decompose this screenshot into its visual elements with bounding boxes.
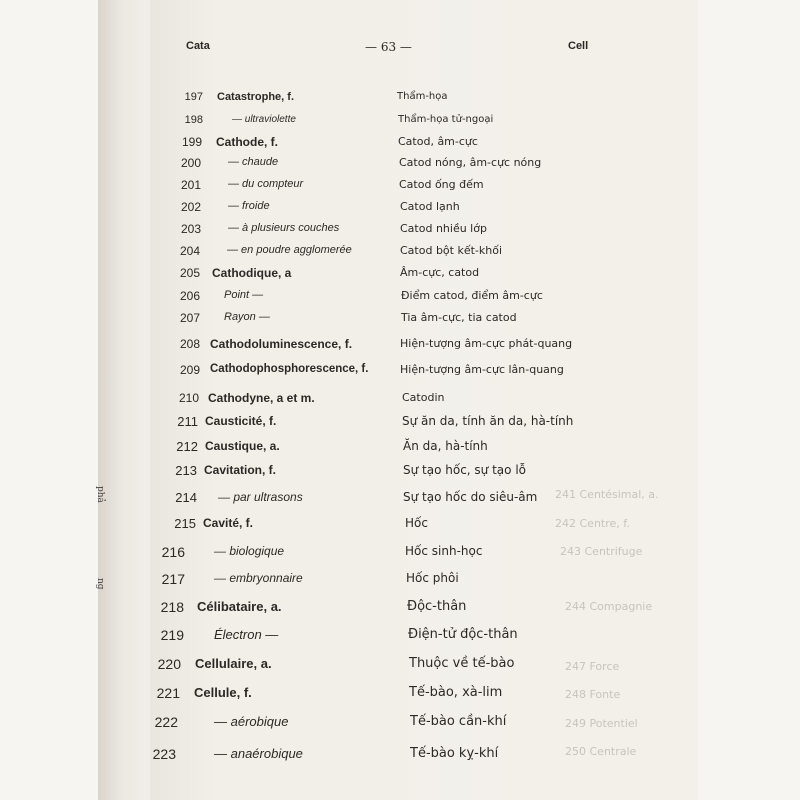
entry-number: 204: [179, 244, 200, 258]
entry-row: [0, 571, 800, 591]
entry-translation: Catod ống đếm: [399, 178, 484, 191]
margin-note-1: phả: [95, 486, 105, 503]
entry-term: — en poudre agglomerée: [227, 244, 352, 256]
entry-row: [0, 685, 800, 705]
entry-row: [0, 414, 800, 434]
entry-number: 217: [161, 571, 185, 587]
entry-number: 199: [181, 135, 202, 149]
entry-translation: Catod lạnh: [400, 200, 460, 213]
entry-number: 214: [175, 490, 197, 505]
entry-term: Cathodoluminescence, f.: [210, 337, 353, 351]
entry-translation: Điểm catod, điểm âm-cực: [401, 289, 543, 302]
entry-row: [0, 599, 800, 619]
entry-translation: Hiện-tượng âm-cực phát-quang: [400, 337, 573, 350]
entry-term: Cavitation, f.: [204, 463, 277, 477]
entry-translation: Ăn da, hà-tính: [403, 439, 488, 453]
entry-number: 208: [179, 337, 200, 351]
bleed-through-text: 248 Fonte: [565, 688, 621, 701]
running-head-left: Cata: [186, 40, 210, 52]
entry-number: 211: [177, 414, 198, 429]
entry-term: — à plusieurs couches: [228, 222, 340, 234]
entry-row: [0, 544, 800, 564]
entry-translation: Thẩm-họa tử-ngoại: [398, 114, 494, 125]
entry-row: [0, 244, 800, 264]
margin-note-2: ng: [95, 578, 105, 590]
entry-row: [0, 114, 800, 134]
entry-translation: Tế-bào kỵ-khí: [410, 746, 499, 761]
bleed-through-text: 249 Potentiel: [565, 717, 638, 730]
bleed-through-text: 243 Centrifuge: [560, 545, 643, 558]
entry-translation: Catod nhiều lớp: [400, 222, 487, 235]
entry-number: 223: [152, 746, 176, 762]
entry-translation: Catod nóng, âm-cực nóng: [399, 156, 542, 169]
entry-row: [0, 363, 800, 383]
entry-term: — biologique: [214, 544, 285, 558]
entry-term: — chaude: [228, 156, 279, 168]
entry-number: 210: [178, 391, 199, 405]
entry-translation: Sự ăn da, tính ăn da, hà-tính: [402, 414, 574, 428]
entry-number: 215: [174, 516, 196, 531]
entry-term: Causticité, f.: [205, 414, 277, 428]
entry-number: 200: [180, 156, 201, 170]
entry-number: 220: [157, 656, 181, 672]
entry-number: 198: [184, 114, 203, 126]
entry-row: [0, 91, 800, 111]
entry-number: 213: [175, 463, 197, 478]
entry-term: Catastrophe, f.: [217, 91, 295, 103]
entry-row: [0, 439, 800, 459]
entry-row: [0, 746, 800, 766]
page-number: — 63 —: [365, 40, 412, 54]
entry-translation: Catodin: [402, 391, 445, 404]
entry-row: [0, 156, 800, 176]
entry-term: — embryonnaire: [214, 571, 303, 585]
bleed-through-text: 244 Compagnie: [565, 600, 653, 613]
entry-translation: Điện-tử độc-thân: [408, 627, 518, 642]
entry-term: — du compteur: [228, 178, 304, 190]
bleed-through-text: 241 Centésimal, a.: [555, 488, 659, 501]
entry-number: 218: [160, 599, 184, 615]
entry-translation: Hiện-tượng âm-cực lân-quang: [400, 363, 564, 376]
entry-number: 222: [154, 714, 178, 730]
entry-number: 212: [176, 439, 198, 454]
entry-term: Cellule, f.: [194, 685, 252, 700]
entry-number: 207: [179, 311, 200, 325]
entry-term: Célibataire, a.: [197, 599, 282, 614]
entry-row: [0, 656, 800, 676]
entry-term: Cathodique, a: [212, 266, 292, 280]
entry-translation: Độc-thân: [407, 599, 467, 614]
entry-row: [0, 311, 800, 331]
bleed-through-text: 242 Centre, f.: [555, 517, 630, 530]
entry-number: 216: [161, 544, 185, 560]
entry-term: Cathode, f.: [216, 135, 278, 149]
entry-number: 206: [179, 289, 200, 303]
entry-translation: Catod, âm-cực: [398, 135, 478, 148]
entry-row: [0, 714, 800, 734]
entry-term: Cavité, f.: [203, 516, 254, 530]
entry-translation: Tế-bào cần-khí: [410, 714, 507, 729]
entry-row: [0, 337, 800, 357]
entry-row: [0, 627, 800, 647]
entry-row: [0, 200, 800, 220]
entry-translation: Hốc: [405, 516, 428, 530]
entry-row: [0, 266, 800, 286]
entry-term: Électron —: [214, 627, 279, 642]
running-head-right: Cell: [568, 40, 589, 52]
entry-term: — ultraviolette: [232, 114, 296, 125]
entry-translation: Hốc sinh-học: [405, 544, 483, 558]
entry-number: 203: [180, 222, 201, 236]
entry-term: — anaérobique: [214, 746, 303, 761]
entry-term: Cathodyne, a et m.: [208, 391, 315, 405]
entry-translation: Thuộc về tế-bào: [409, 656, 515, 671]
entry-row: [0, 463, 800, 483]
entry-translation: Tia âm-cực, tia catod: [401, 311, 517, 324]
entry-number: 219: [160, 627, 184, 643]
entry-number: 221: [156, 685, 180, 701]
entry-number: 205: [179, 266, 200, 280]
bleed-through-text: 250 Centrale: [565, 745, 637, 758]
entry-number: 209: [179, 363, 200, 377]
entry-term: Cathodophosphorescence, f.: [210, 363, 369, 375]
entry-row: [0, 490, 800, 510]
entry-translation: Âm-cực, catod: [400, 266, 480, 279]
entry-row: [0, 391, 800, 411]
bleed-through-text: 247 Force: [565, 660, 620, 673]
entry-number: 197: [184, 91, 203, 103]
entry-term: Rayon —: [224, 311, 270, 323]
entry-term: — aérobique: [214, 714, 289, 729]
entry-translation: Thẩm-họa: [397, 91, 448, 102]
entry-number: 202: [180, 200, 201, 214]
entry-translation: Tế-bào, xà-lim: [409, 685, 503, 700]
entry-translation: Sự tạo hốc do siêu-âm: [403, 490, 538, 504]
entry-translation: Hốc phôi: [406, 571, 459, 585]
entry-row: [0, 135, 800, 155]
entry-term: Point —: [224, 289, 264, 301]
entry-row: [0, 222, 800, 242]
entry-number: 201: [180, 178, 201, 192]
entry-translation: Catod bột kết-khối: [400, 244, 503, 257]
entry-translation: Sự tạo hốc, sự tạo lỗ: [403, 463, 526, 477]
entry-term: — froide: [228, 200, 270, 212]
entry-row: [0, 178, 800, 198]
entry-term: — par ultrasons: [218, 490, 303, 504]
entry-row: [0, 516, 800, 536]
entry-row: [0, 289, 800, 309]
entry-term: Cellulaire, a.: [195, 656, 272, 671]
entry-term: Caustique, a.: [205, 439, 280, 453]
